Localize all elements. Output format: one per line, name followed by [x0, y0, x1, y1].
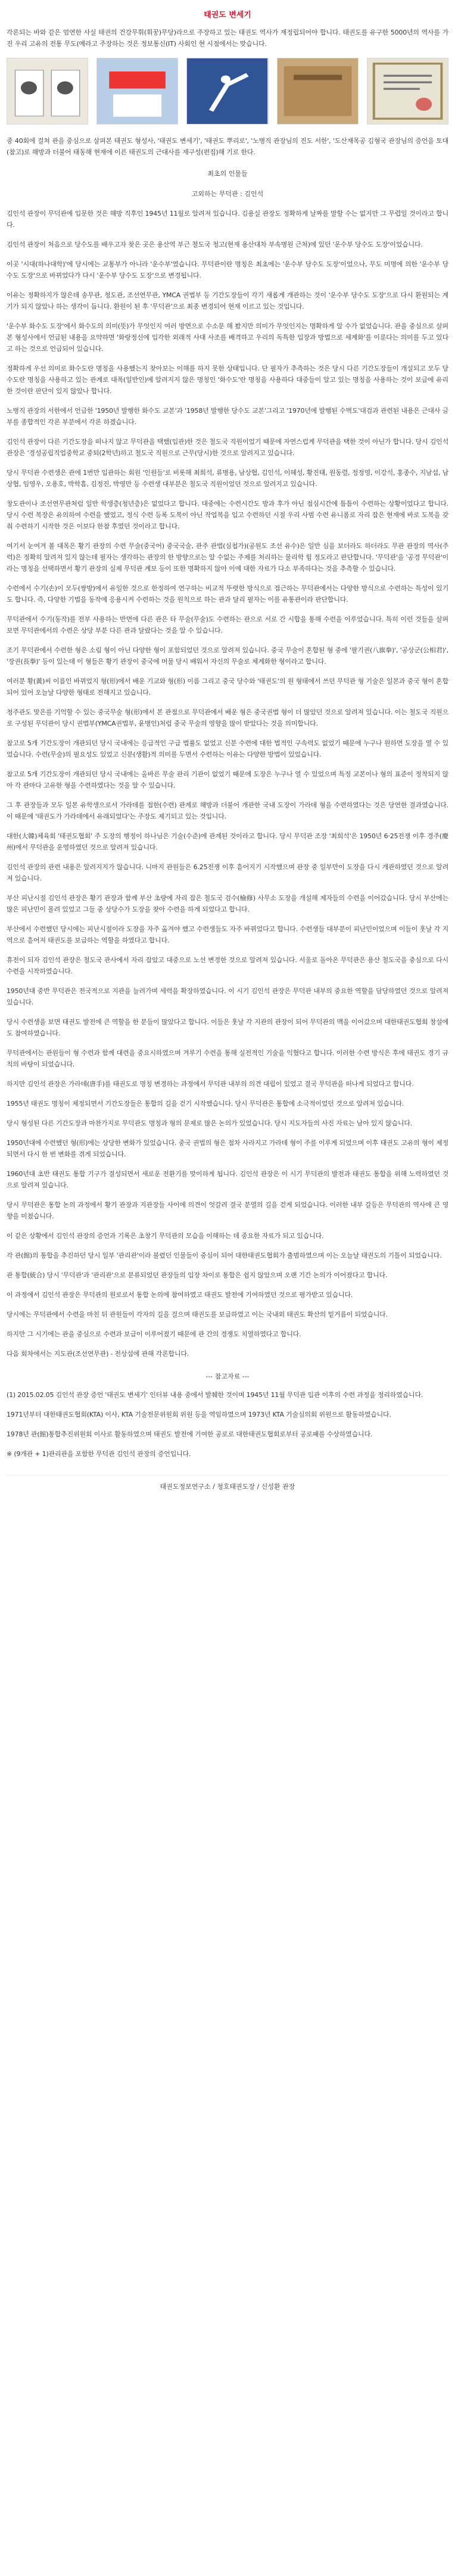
paragraph: 부산에서 수련했던 당시에는 피난시절이라 도장을 자주 옮겨야 했고 수련생들도 자주 바뀌었다고 합니다. 수련생들 대부분이 피난민이었으며 이들이 훗날 각 지역으로 흩어져 태권도를 보급하는 역할을 하였다고 합니다.	[7, 925, 448, 944]
paragraph: 수련에서 수기(손)이 모두(쌍방)에서 유일한 것으로 한정하여 연구하는 비교적 뚜렷한 방식으로 접근하는 무덕관에서는 다양한 방식으로 수련하는 특성이 있기도 합니다. 즉, 다양한 기법을 동작에 응용시켜 수련하는 것을 원칙으로 하는 관과 달리 필자는 이를 유통관이라 판단합니다.	[7, 584, 448, 603]
paragraph: 각론되는 바와 같은 엄연한 사실 태권의 건강무휘(휘꿍)무당)라으로 주장하고 있는 태권도 역사가 재정립되어야 합니다. 태권도를 유구한 5000년의 역사를 가진 우리 고유의 전통 무도(예라고 주장하는 것은 정보통신(IT) 사회인 현 시점에서는 맞습니다.	[7, 29, 448, 48]
paragraph: 대한(大韓)체육회 '태권도협회' 주 도장의 행정이 하나님은 기술(수준)에 관계된 것이라고 합니다. 당시 무덕관 조장 '최희석'은 1950년 6·25전쟁 이후 경주(慶州)에서 무덕관을 운영하였던 것으로 알려져 있습니다.	[7, 832, 448, 851]
paragraph: 김인석 관장의 관련 내용은 알려지지가 않습니다. 니마지 관원들은 6.25전쟁 이후 흩어지기 시작했으며 관장 중 일부만이 도장을 다시 개관하였던 것으로 알려져 있습니다.	[7, 863, 448, 882]
paragraph: 1950년대 중반 무덕관은 전국적으로 지관을 늘려가며 세력을 확장하였습니다. 이 시기 김인석 관장은 무덕관 내부의 중요한 역할을 담당하였던 것으로 알려져 있습니다.	[7, 987, 448, 1006]
paragraph: 김인석 관장이 다른 기간도장을 떠나지 않고 무덕관을 택했(입관)한 것은 철도국 직원이었기 때문에 자연스럽게 무덕관을 택한 것이 아닌가 합니다. 당시 김인석 관장은 '경성공립직업중학교 중퇴(2학년)하고 철도국 직원으로 근무(당시)한 것으로 알려지고 있습니다.	[7, 438, 448, 457]
paragraph: 노병직 관장의 서한에서 언급한 '1950년 발행한 화수도 교본'과 '1958년 발행한 당수도 교본'그리고 '1970년에 발행된 수벽도'대검과 관련된 내용은 근대사 글부를 종합적인 각론 부분에서 각론 하겠습니다.	[7, 407, 448, 426]
paragraph: 당시 무덕관 수련생은 관에 1번만 입관하는 회원 '인원들'로 비롯해 최희석, 류병용, 남상협, 김인석, 이혜성, 황진태, 원동렬, 정정영, 이강석, 홍종수, 지남섭, 남상협, 임영우, 오용호, 박학흠, 김정진, 박영만 등 수련생 대부분은 철도국 직원이었던 것으로 알려지고 있습니다.	[7, 469, 448, 488]
section-b	[7, 208, 448, 822]
paragraph: 당시 형성된 다른 기간도장과 마찬가지로 무덕관도 명칭과 형의 문제로 많은 논의가 있었습니다. 당시 지도자들의 사진 자료는 남아 있지 않습니다.	[7, 1119, 413, 1127]
paragraph: 당시 수련생을 보면 태권도 발전에 큰 역할을 한 분들이 많았다고 합니다. 이들은 훗날 각 지관의 관장이 되어 무덕관의 맥을 이어갔으며 대한태권도협회 창설에도 참여하였습니다.	[7, 1018, 448, 1037]
paragraph: 중 40회에 걸쳐 관을 중심으로 살펴본 태권도 형성사, '태권도 변세기', '태권도 뿌리로', '노병직 관장님의 진도 서한', '도산재목공 김형국 관장님의 증언을 토대(참고)로 해방과 더불어 태동해 현재에 이른 태권도의 근대사를 재구성(편집)해 기로 한다.	[7, 137, 448, 156]
paragraph: 하지만 그 시기에는 관을 중심으로 수련과 보급이 이루어졌기 때문에 관 간의 경쟁도 치열하였다고 합니다.	[7, 1330, 301, 1338]
paragraph: '운수부 화수도 도장'에서 화수도의 의미(뜻)가 무엇인지 여러 방면으로 수소문 해 봤지만 의미가 무엇인지는 명확하게 알 수가 없었습니다. 관을 중심으로 살펴본 형성사에서 언급된 내용을 요약하면 '화랑정신에 입각한 외래적 사대 사조를 배격하고 우리의 독특한 입장과 방법으로 세계화'를 이룬다는 의미를 두고 있다고 하는 것으로 언급되어 있습니다.	[7, 322, 448, 353]
paragraph: 무덕관에서는 관원들이 형 수련과 함께 대련을 중요시하였으며 겨루기 수련을 통해 실전적인 기술을 익혔다고 합니다. 이러한 수련 방식은 후에 태권도 경기 규칙의 바탕이 되었습니다.	[7, 1049, 448, 1068]
paragraph: 1950년대에 수련했던 형(形)에는 상당한 변화가 있었습니다. 중국 권법의 형은 점차 사라지고 가라데 형이 주를 이루게 되었으며 이후 태권도 고유의 형이 제정되면서 다시 한 번 변화를 겪게 되었습니다.	[7, 1139, 448, 1158]
paragraph: 이유는 정확하지가 않은데 송무관, 청도관, 조선연무관, YMCA 권법부 등 기간도장들이 각기 새롭게 개관하는 것이 '운수부 당수도 도장'으로 다시 환원되는 계기가 되지 않았나 하는 생각이 듭니다. 환원이 된 후 '무덕관'으로 최종 변경되어 현재 이르고 있는 것입니다.	[7, 291, 448, 310]
paragraph: 김인석 관장이 무덕관에 입문한 것은 해방 직후인 1945년 11월로 알려져 있습니다. 김용실 관장도 정확하게 날짜를 말할 수는 없지만 그 무렵일 것이라고 합니다.	[7, 210, 448, 229]
paragraph: 관 통합(統合) 당시 '무덕관'과 '관리관'으로 분류되었던 관장들의 입장 차이로 통합은 쉽지 않았으며 오랜 기간 논의가 이어졌다고 합니다.	[7, 1271, 388, 1279]
paragraph: 조기 무덕관에서 수련한 형은 소림 형이 아닌 다양한 형이 포함되었던 것으로 알려져 있습니다. 중국 무술이 혼합된 형 중에 '팔기권(八旗拳)', '공상군(公相君)', '장권(長拳)' 등이 있는데 이 형들은 황기 관장이 중국에 머물 당시 배워서 자신의 무술로 체계화한 형이라고 합니다.	[7, 646, 448, 665]
taekwondo-poster-image	[97, 58, 177, 124]
paragraph: 휴전이 되자 김인석 관장은 철도국 관사에서 자리 잡았고 대중으로 노선 변경한 것으로 알려져 있습니다. 서울로 돌아온 무덕관은 용산 철도국을 중심으로 다시 수련을 시작하였습니다.	[7, 956, 448, 975]
paragraph: 부산 피난시절 김인석 관장은 황기 관장과 함께 부산 초량에 자리 잡은 철도국 검수(檢修) 사무소 도장을 개설해 제자들의 수련을 이어갔습니다. 당시 부산에는 많은 피난민이 몰려 있었고 그들 중 상당수가 도장을 찾아 수련을 하게 되었다고 합니다.	[7, 894, 448, 913]
paragraph: 여러분 황(黃)씨 이름인 바뀌었지 형(形)에서 배운 기교와 형(形) 이름 그리고 중국 당수와 '태권도'의 원 형태에서 쓰던 무덕관 형 기술은 일본과 중국 형이 혼합되어 있어 오늘날 다양한 형태로 전해지고 있습니다.	[7, 677, 448, 696]
paragraph: 김인석 관장이 처음으로 당수도를 배우고자 찾은 곳은 용산역 부근 철도국 청고(현재 용산대차 부속병원 근처)에 있던 '운수부 당수도 도장'이었습니다.	[7, 241, 423, 248]
thumbnail-1	[7, 58, 88, 125]
paragraph: 참고로 5개 기간도장이 개관되던 당시 국내에는 응급적인 구급 법률도 없었고 신분 수련에 대한 법적인 구속력도 없었기 때문에 누구나 원하면 도장을 열 수 있었습니다. 수련(무술)의 필요성도 있었고 신분(생활)적 의미를 두면서 수련하는 이유는 다양한 방법이 있었습니다.	[7, 739, 448, 758]
page-title: 태권도 변세기	[204, 11, 251, 20]
paragraph: 여기서 눈여겨 볼 대목은 황기 관장의 수련 무술(중국어) 중국국술, 관주 관법(심첩가)(공원도 조선 유수)은 일반 심을 보더라도 하더라도 무관 관장의 역사(주력)은 정확히 알려져 있지 않는데 필자는 생각하는 관장의 한 방향으로는 알 수없는 주제를 처리하는 물리학 힘 정도라고 판단합니다. '무덕관'을 '공경 무덕관'이라는 명칭을 선택하면서 황기 관장의 실제 무덕관 계보 등이 또한 명확하지 않아 이에 대한 자료가 다소 부족하다는 것을 추측할 수 있습니다.	[7, 542, 448, 573]
thumbnail-4	[277, 58, 359, 125]
paragraph: 이곳 '시대(하나대학)'에 당시에는 교통부가 아니라 '운수부'였습니다. 무덕관이란 명칭은 최초에는 '운수부 당수도 도장'이었으나, 무도 미명에 의한 '운수부 당수도 도장'으로 바뀌었다가 다시 '운수부 당수도 도장'으로 변경됩니다.	[7, 260, 448, 279]
certificate-image	[367, 58, 448, 124]
document-page	[7, 0, 448, 1491]
section-a	[7, 135, 448, 158]
paragraph: ※ (9개관 + 1)관리관을 포함한 무덕관 김인석 관장의 증언입니다.	[7, 1450, 191, 1458]
paragraph: 당시에는 무덕관에서 수련을 마친 뒤 관원들이 각자의 길을 걸으며 태권도를 보급하였고 이는 국내외 태권도 확산의 밑거름이 되었습니다.	[7, 1311, 388, 1318]
paragraph: 참고로 5개 기간도장이 개관되던 당시 국내에는 올바른 무술 관리 기관이 없었기 때문에 도장은 누구나 열 수 있었으며 특정 교본이나 형의 표준이 정착되지 않아 각 관마다 고유한 형을 수련하였다는 것을 알 수 있습니다.	[7, 770, 448, 789]
paragraph: 당시 무덕관은 통합 논의 과정에서 황기 관장과 지관장들 사이에 의견이 엇갈려 결국 분열의 길을 걷게 되었습니다. 이러한 내부 갈등은 무덕관의 역사에 큰 영향을 미쳤습니다.	[7, 1201, 448, 1220]
footer: 태권도정보연구소 / 청호태권도장 / 신성환 관장	[7, 1475, 448, 1491]
kick-photo-image	[187, 58, 267, 124]
paragraph: (1) 2015.02.05 김인석 관장 증언 '태권도 변세기' 인터뷰 내용 중에서 발췌한 것이며 1945년 11월 무덕관 입관 이후의 수련 과정을 정리하였습니다.	[7, 1391, 423, 1399]
paragraph: 1978년 관(館)통합추진위원회 이사로 활동하였으며 태권도 발전에 기여한 공로로 대한태권도협회로부터 공로패를 수상하였습니다.	[7, 1430, 373, 1438]
thumbnail-3	[186, 58, 268, 125]
book-cover-image	[7, 58, 88, 124]
paragraph: 1971년부터 대한태권도협회(KTA) 이사, KTA 기술전문위원회 위원 등을 역임하였으며 1973년 KTA 기술심의회 위원으로 활동하였습니다.	[7, 1411, 391, 1418]
thumbnail-2	[96, 58, 178, 125]
image-strip	[7, 58, 448, 125]
paragraph: 다음 회차에서는 지도관(조선연무관) - 전상섭에 관해 각론합니다.	[7, 1350, 189, 1358]
thumbnail-5	[367, 58, 448, 125]
references-heading: --- 참고자료 ---	[205, 1373, 250, 1380]
references-section	[7, 1389, 448, 1460]
sub-heading: 고외하는 무덕관 : 김인석	[191, 190, 264, 198]
paragraph: 1960년대 초반 태권도 통합 기구가 결성되면서 새로운 전환기를 맞이하게 됩니다. 김인석 관장은 이 시기 무덕관의 발전과 태권도 통합을 위해 노력하였던 것으로 알려져 있습니다.	[7, 1170, 448, 1189]
intro-section	[7, 27, 448, 49]
paragraph: 창도관이나 조선연무관처럼 일반 학생층(청년층)은 없었다고 합니다. 대중에는 수련시간도 방과 후가 아닌 점심시간에 틈틈이 수련하는 상황이었다고 합니다. 당시 수련 복장은 유의하여 수련을 했었고, 정식 수련 등록 도복이 아닌 작업복을 입고 수련하던 시절 우리 사범 수련 유니폼로 자리 잡은 현재에 바로 도복을 갖춰 수련하기 시작한 것은 이보다 한참 후였던 것이라고 합니다.	[7, 500, 448, 530]
paragraph: 이 같은 상황에서 김인석 관장의 증언과 기록은 초창기 무덕관의 모습을 이해하는 데 중요한 자료가 되고 있습니다.	[7, 1232, 324, 1240]
section-c	[7, 830, 448, 1359]
paragraph: 무덕관에서 수기(동작)를 전부 사용하는 반면에 다른 관은 타 무술(무술)도 수련하는 관으로 서로 간 시합을 통해 수련을 이루었습니다. 특히 이런 것들을 살펴보면 무덕관에서의 수련은 상당 부분 다른 관과 달랐다는 것을 알 수 있습니다.	[7, 615, 448, 634]
paragraph: 각 관(館)의 통합을 추진하던 당시 일부 '관리관'이라 불렸던 인물들이 중심이 되어 대한태권도협회가 출범하였으며 이는 오늘날 태권도의 기틀이 되었습니다.	[7, 1252, 442, 1259]
paragraph: 그 후 관장들과 모두 일본 유학생으로서 가라데를 접한(수련) 관계로 해방과 더불어 개관한 국내 도장이 가라데 형을 수련하였다는 것은 당연한 결과였습니다. 이 때문에 '태권도가 가라데에서 유래되었다'는 주장도 제기되고 있는 것입니다.	[7, 801, 448, 820]
paragraph: 청주관도 맞은를 기억할 수 있는 중국무술 형(形)에서 본 관점으로 무덕관에서 배운 형은 중국권법 형이 더 많았던 것으로 알려져 있습니다. 이는 철도국 직원으로 구성된 무덕관이 당시 권법부(YMCA권법부, 윤병인)처럼 중국 무술의 영향을 많이 받았다는 것을 의미합니다.	[7, 708, 448, 727]
paragraph: 1955년 태권도 명칭이 제정되면서 기간도장들은 통합의 길을 걷기 시작했습니다. 당시 무덕관은 통합에 소극적이었던 것으로 알려져 있습니다.	[7, 1100, 404, 1107]
paragraph: 이 과정에서 김인석 관장은 무덕관의 원로로서 통합 논의에 참여하였고 태권도 발전에 기여하였던 것으로 평가받고 있습니다.	[7, 1291, 353, 1299]
paragraph: 정확하게 우선 의미로 화수도란 명칭을 사용했는지 찾아보는 이해를 하지 못한 상태입니다. 단 필자가 추측하는 것은 당시 다른 기간도장들이 개설되고 모두 당수도란 명칭을 사용하고 있는 관계로 대폭(일반인)에 알려지지 않은 명칭인 '화수도'란 명칭을 사용하다 대중들이 알고 있는 명칭을 사용하는 것이 보급에 유리한 것이란 판단이 있지 않았나 합니다.	[7, 365, 448, 395]
paragraph: 하지만 김인석 관장은 가라데(唐手)를 태권도로 명칭 변경하는 과정에서 무덕관 내부의 의견 대립이 있었고 결국 무덕관을 떠나게 되었다고 합니다.	[7, 1080, 414, 1088]
section-heading: 최초의 인물들	[207, 170, 248, 178]
old-book-image	[278, 58, 358, 124]
